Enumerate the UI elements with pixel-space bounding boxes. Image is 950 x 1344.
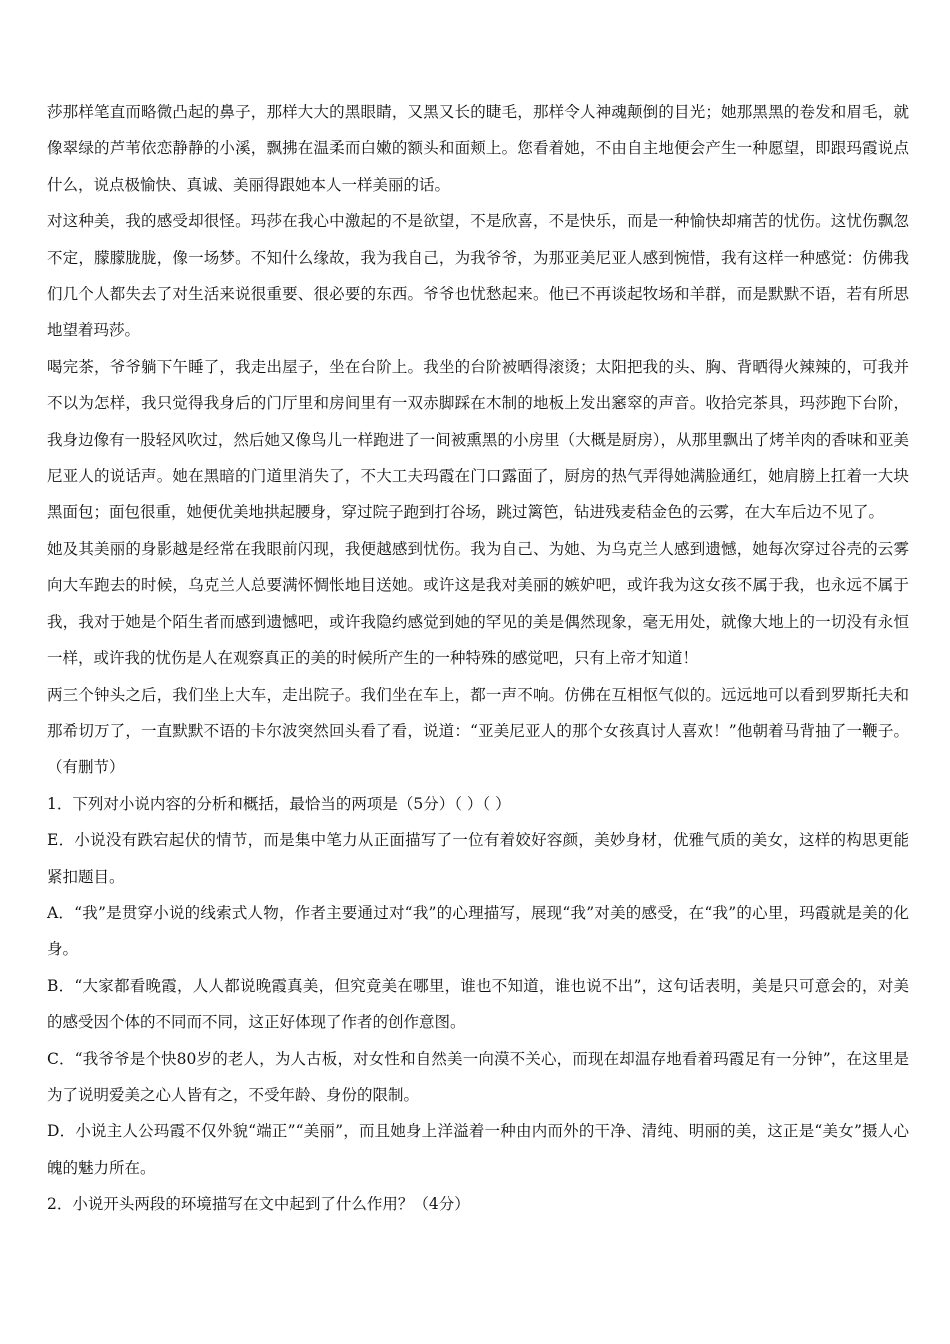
passage-paragraph-2: 对这种美，我的感受却很怪。玛莎在我心中激起的不是欲望，不是欣喜，不是快乐，而是一种愉快却痛苦的忧伤。这忧伤飘忽不定，朦朦胧胧，像一场梦。不知什么缘故，我为我自己，为我爷爷，为那亚美尼亚人感到惋惜，我有这样一种感觉：仿佛我们几个人都失去了对生活来说很重要、很必要的东西。爷爷也忧愁起来。他已不再谈起牧场和羊群，而是默默不语，若有所思地望着玛莎。 <box>47 212 909 340</box>
passage-paragraph-3: 喝完茶，爷爷躺下午睡了，我走出屋子，坐在台阶上。我坐的台阶被晒得滚烫；太阳把我的头、胸、背晒得火辣辣的，可我并不以为怎样，我只觉得我身后的门厅里和房间里有一双赤脚踩在木制的地板上发出窸窣的声音。收拾完茶具，玛莎跑下台阶，我身边像有一股轻风吹过，然后她又像鸟儿一样跑进了一间被熏黑的小房里（大概是厨房），从那里飘出了烤羊肉的香味和亚美尼亚人的说话声。她在黑暗的门道里消失了，不大工夫玛霞在门口露面了，厨房的热气弄得她满脸通红，她肩膀上扛着一大块黑面包；面包很重，她便优美地拱起腰身，穿过院子跑到打谷场，跳过篱笆，钻进残麦秸金色的云雾，在大车后边不见了。 <box>47 357 909 522</box>
passage-paragraph-5: 两三个钟头之后，我们坐上大车，走出院子。我们坐在车上，都一声不响。仿佛在互相怄气似的。远远地可以看到罗斯托夫和那希切万了，一直默默不语的卡尔波突然回头看了看，说道：“亚美尼亚人的那个女孩真讨人喜欢！”他朝着马背抽了一鞭子。（有删节） <box>47 685 909 777</box>
question-1-option-e: E．小说没有跌宕起伏的情节，而是集中笔力从正面描写了一位有着姣好容颜，美妙身材，优雅气质的美女，这样的构思更能紧扣题目。 <box>47 831 909 886</box>
passage-paragraph-1: 莎那样笔直而略微凸起的鼻子，那样大大的黑眼睛，又黑又长的睫毛，那样令人神魂颠倒的目光；她那黑黑的卷发和眉毛，就像翠绿的芦苇依恋静静的小溪，飘拂在温柔而白嫩的额头和面颊上。您看着她，不由自主地便会产生一种愿望，即跟玛霞说点什么，说点极愉快、真诚、美丽得跟她本人一样美丽的话。 <box>47 103 909 194</box>
question-2-stem: 2．小说开头两段的环境描写在文中起到了什么作用？（4分） <box>47 1195 470 1214</box>
question-1-option-b: B．“大家都看晚霞，人人都说晚霞真美，但究竟美在哪里，谁也不知道，谁也说不出”，这句话表明，美是只可意会的，对美的感受因个体的不同而不同，这正好体现了作者的创作意图。 <box>47 976 909 1032</box>
passage-paragraph-4: 她及其美丽的身影越是经常在我眼前闪现，我便越感到忧伤。我为自己、为她、为乌克兰人感到遗憾，她每次穿过谷壳的云雾向大车跑去的时候，乌克兰人总要满怀惆怅地目送她。或许这是我对美丽的嫉妒吧，或许我为这女孩不属于我，也永远不属于我，我对于她是个陌生者而感到遗憾吧，或许我隐约感觉到她的罕见的美是偶然现象，毫无用处，就像大地上的一切没有永恒一样，或许我的忧伤是人在观察真正的美的时候所产生的一种特殊的感觉吧，只有上帝才知道！ <box>47 539 909 668</box>
question-1-option-d: D．小说主人公玛霞不仅外貌“端正”“美丽”，而且她身上洋溢着一种由内而外的干净、清纯、明丽的美，这正是“美女”摄人心魄的魅力所在。 <box>47 1122 909 1177</box>
question-1-option-c: C．“我爷爷是个快80岁的老人，为人古板，对女性和自然美一向漠不关心，而现在却温存地看着玛霞足有一分钟”，在这里是为了说明爱美之心人皆有之，不受年龄、身份的限制。 <box>47 1049 909 1104</box>
question-1-stem: 1．下列对小说内容的分析和概括，最恰当的两项是（5分）（ ）（ ） <box>47 794 511 813</box>
question-1-option-a: A．“我”是贯穿小说的线索式人物，作者主要通过对“我”的心理描写，展现“我”对美的感受，在“我”的心里，玛霞就是美的化身。 <box>47 903 909 959</box>
document-page <box>47 94 909 1223</box>
